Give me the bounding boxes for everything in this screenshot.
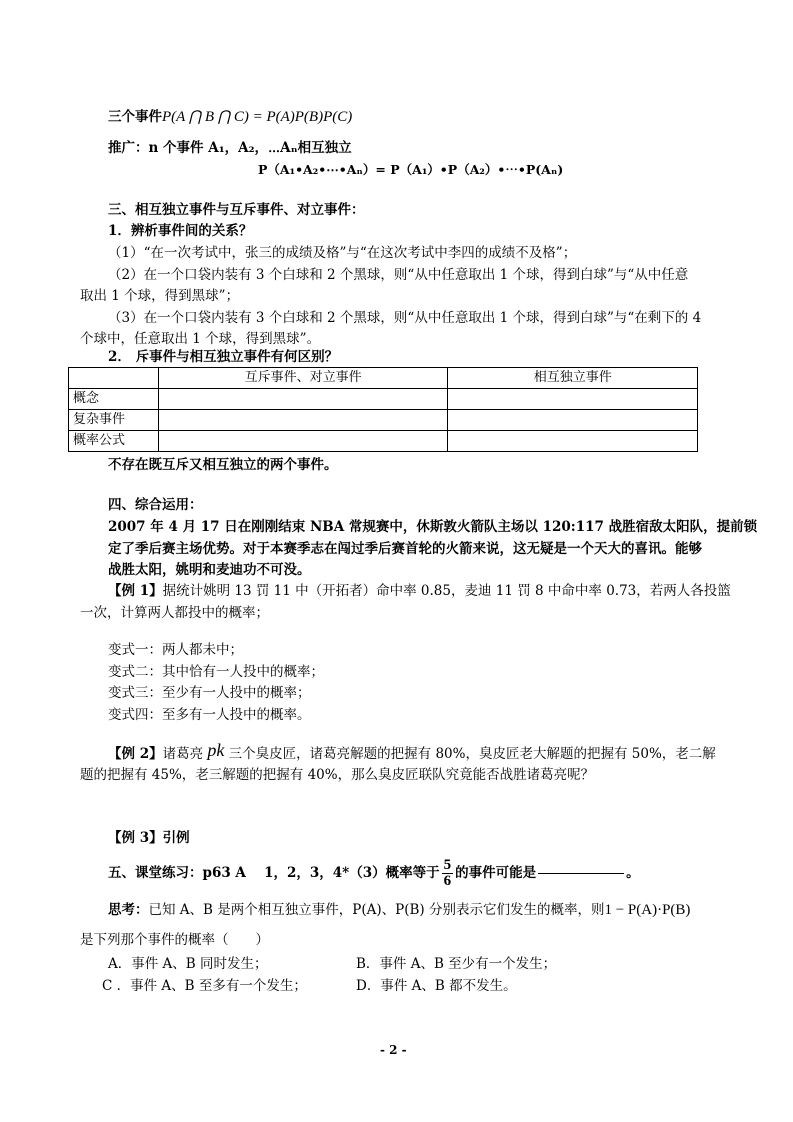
table-header-cell xyxy=(69,368,159,389)
example-1-cont: 一次，计算两人都投中的概率； xyxy=(80,605,269,621)
variant-4: 变式四：至多有一人投中的概率。 xyxy=(108,707,311,723)
table-row xyxy=(69,389,698,410)
q2-heading: 2． 斥事件与相互独立事件有何区别？ xyxy=(108,349,339,365)
option-c: C ．事件 A、B 至多有一个发生； xyxy=(102,978,307,994)
option-d: D．事件 A、B 都不发生。 xyxy=(356,978,517,994)
exercise-pre: 五、课堂练习：p63 A 1，2，3，4*（3）概率等于 xyxy=(108,865,440,881)
table-row-label: 复杂事件 xyxy=(69,410,159,431)
table-row xyxy=(69,410,698,431)
table-row xyxy=(69,431,698,452)
fraction-denominator: 6 xyxy=(443,873,452,889)
example-2-tag: 【例 2】 xyxy=(108,746,163,762)
thinking-formula: 1 − P(A)·P(B) xyxy=(604,902,691,918)
fraction-numerator: 5 xyxy=(443,857,452,873)
note-no-both: 不存在既互斥又相互独立的两个事件。 xyxy=(108,457,338,473)
example-2-cont: 题的把握有 45%，老三解题的把握有 40%，那么臭皮匠联队究竟能否战胜诸葛亮呢？ xyxy=(80,767,595,783)
example-2-text: 三个臭皮匠，诸葛亮解题的把握有 80%，臭皮匠老大解题的把握有 50%，老二解 xyxy=(224,746,716,762)
variant-3: 变式三：至少有一人投中的概率； xyxy=(108,685,311,701)
three-events-label: 三个事件 xyxy=(108,109,162,125)
table-cell xyxy=(158,389,448,410)
table-header-cell: 互斥事件、对立事件 xyxy=(158,368,448,389)
comparison-table xyxy=(68,367,698,452)
exercise-end: 。 xyxy=(626,865,640,881)
q1-item-1: （1）“在一次考试中，张三的成绩及格”与“在这次考试中李四的成绩不及格”； xyxy=(108,245,577,261)
table-header-cell: 相互独立事件 xyxy=(448,368,698,389)
q1-item-3: （3）在一个口袋内装有 3 个白球和 2 个黑球，则“从中任意取出 1 个球，得到白球”与“在剩下的 4 xyxy=(108,310,702,326)
q1-item-2: （2）在一个口袋内装有 3 个白球和 2 个黑球，则“从中任意取出 1 个球，得到白球”与“从中任意 xyxy=(108,267,689,283)
three-events-formula: P(A ⋂ B ⋂ C) = P(A)P(B)P(C) xyxy=(162,109,353,125)
table-cell xyxy=(448,410,698,431)
table-cell xyxy=(158,431,448,452)
option-a: A．事件 A、B 同时发生； xyxy=(108,956,268,972)
thinking-label: 思考： xyxy=(108,902,149,918)
example-1-tag: 【例 1】 xyxy=(108,583,163,599)
thinking-cont: 是下列那个事件的概率（ ） xyxy=(80,932,269,948)
table-cell xyxy=(448,431,698,452)
fraction-five-sixths xyxy=(442,858,454,889)
pk-symbol: pk xyxy=(207,740,225,760)
example-3-line: 【例 3】引例 xyxy=(108,830,190,846)
page-number: - 2 - xyxy=(380,1043,407,1057)
example-1-text: 据统计姚明 13 罚 11 中（开拓者）命中率 0.85，麦迪 11 罚 8 中命中率 0.73，若两人各投篮 xyxy=(162,583,731,599)
variant-1: 变式一：两人都未中； xyxy=(108,642,243,658)
thinking-text: 已知 A、B 是两个相互独立事件，P(A)、P(B) 分别表示它们发生的概率，则 xyxy=(148,902,605,918)
table-row-label: 概念 xyxy=(69,389,159,410)
example-2-pre: 诸葛亮 xyxy=(162,746,208,762)
nba-paragraph-line-2: 定了季后赛主场优势。对于本赛季志在闯过季后赛首轮的火箭来说，这无疑是一个天大的喜讯。能够 xyxy=(108,541,702,557)
q1-heading: 1．辨析事件间的关系？ xyxy=(108,223,253,239)
q1-item-3-cont: 个球中，任意取出 1 个球，得到黑球”。 xyxy=(80,331,321,347)
example-1-line xyxy=(108,582,731,600)
example-2-line xyxy=(108,741,716,763)
q1-item-2-cont: 取出 1 个球，得到黑球”； xyxy=(80,288,240,304)
three-events-line xyxy=(108,108,352,126)
generalization-line: 推广：n 个事件 A₁，A₂，⋯Aₙ相互独立 xyxy=(108,140,352,156)
variant-2: 变式二：其中恰有一人投中的概率； xyxy=(108,664,324,680)
exercise-line xyxy=(108,858,640,889)
answer-blank xyxy=(538,873,624,874)
exercise-post: 的事件可能是 xyxy=(455,865,537,881)
section-3-heading: 三、相互独立事件与互斥事件、对立事件： xyxy=(108,202,365,218)
table-cell xyxy=(448,389,698,410)
section-4-heading: 四、综合运用： xyxy=(108,497,203,513)
generalization-formula: P（A₁•A₂•⋯•Aₙ）= P（A₁）•P（A₂）•⋯•P(Aₙ) xyxy=(258,162,564,177)
table-row-label: 概率公式 xyxy=(69,431,159,452)
nba-paragraph-line-3: 战胜太阳，姚明和麦迪功不可没。 xyxy=(108,562,311,578)
table-header-row xyxy=(69,368,698,389)
thinking-line xyxy=(108,901,690,919)
table-cell xyxy=(158,410,448,431)
nba-paragraph-line-1: 2007 年 4 月 17 日在刚刚结束 NBA 常规赛中，休斯敦火箭队主场以 120:117 战胜宿敌太阳队，提前锁 xyxy=(108,519,758,535)
option-b: B．事件 A、B 至少有一个发生； xyxy=(356,956,557,972)
